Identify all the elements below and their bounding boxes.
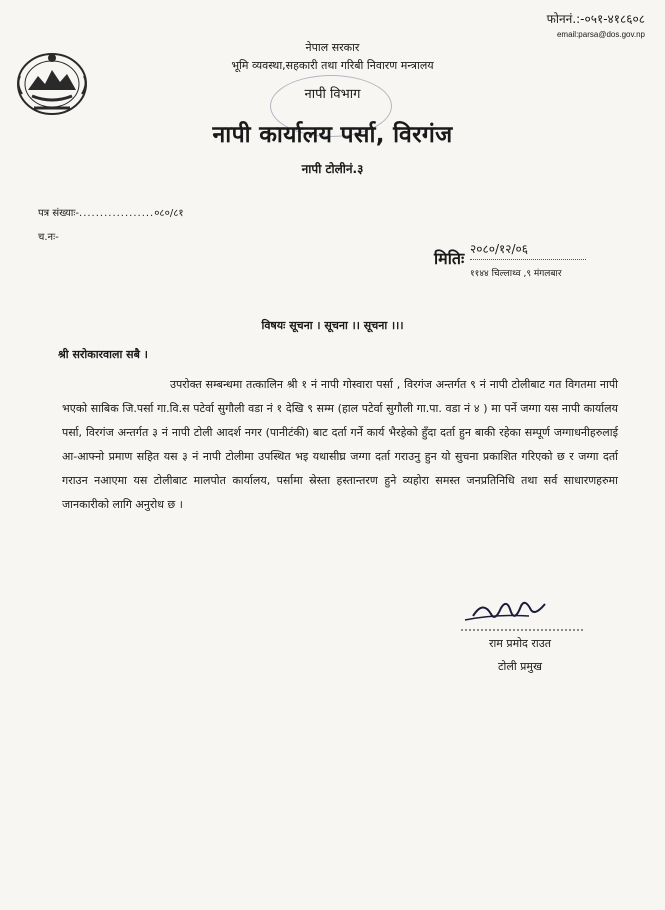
notice-body: उपरोक्त सम्बन्धमा तत्कालिन श्री १ नं नापी गोस्वारा पर्सा , विरगंज अन्तर्गत ९ नं नापी टोलीबाट गत विगतमा नापी भएको साबिक जि.पर्सा गा.वि.स पटेर्वा सुगौली वडा नं १ देखि ९ सम्म (हाल पटेर्वा सुगौली गा.पा. वडा नं ४ ) मा पर्ने जग्गा यस नापी कार्यालय पर्सा, विरगंज अन्तर्गत ३ नं नापी टोली आदर्श नगर (पानीटंकी) बाट दर्ता गर्ने कार्य भैरहेको हुँदा दर्ता हुन बाकी रहेका सम्पूर्ण जग्गाधनीहरुलाई आ-आफ्नो प्रमाण सहित यस ३ नं नापी टोलीमा उपस्थित भइ यथासीघ्र जग्गा दर्ता गराउनु हुन यो सुचना प्रकाशित गरिएको छ र जग्गा दर्ता गराउन नआएमा यस टोलीबाट मालपोत कार्यालय, पर्सामा स्रेस्ता हस्तान्तरण हुने व्यहोरा समस्त जनप्रतिनिधि तथा सर्व साधारणहरुमा जानकारीको लागि अनुरोध छ । <box>62 378 618 511</box>
addressee: श्री सरोकारवाला सबै । <box>58 348 148 361</box>
letter-number-label: पत्र संख्याः- <box>38 208 80 219</box>
letter-number-dots: .................. <box>79 208 155 219</box>
office-title: नापी कार्यालय पर्सा, विरगंज <box>212 122 453 148</box>
ministry-name: भूमि व्यवस्था,सहकारी तथा गरिबी निवारण मन्त्रालय <box>231 59 434 72</box>
date-nepal-sambat: ११४४ चिल्लाथ्व ,९ मंगलबार <box>470 269 562 279</box>
signatory-name: राम प्रमोद राउत <box>488 637 552 650</box>
letter-number-value: ०८०/८१ <box>154 208 184 219</box>
government-name: नेपाल सरकार <box>305 41 360 54</box>
date-label: मितिः <box>434 249 465 268</box>
signatory-title: टोली प्रमुख <box>497 660 543 673</box>
team-number: नापी टोलीनं.३ <box>301 162 364 176</box>
date-bikram-sambat: २०८०/१२/०६ <box>470 240 586 260</box>
signatory-block <box>470 636 570 674</box>
date-block <box>470 240 586 279</box>
department-name: नापी विभाग <box>304 87 361 102</box>
subject-line: विषयः सूचना । सूचना ।। सूचना ।।। <box>261 319 404 332</box>
email-address: email:parsa@dos.gov.np <box>556 30 645 39</box>
phone-number: फोननं.:-०५१-४१८६०८ <box>546 12 645 26</box>
letter-number <box>38 205 184 219</box>
nepal-emblem-icon <box>12 46 92 118</box>
dispatch-number-label: च.नः- <box>38 232 59 243</box>
signature-mark <box>455 596 585 636</box>
